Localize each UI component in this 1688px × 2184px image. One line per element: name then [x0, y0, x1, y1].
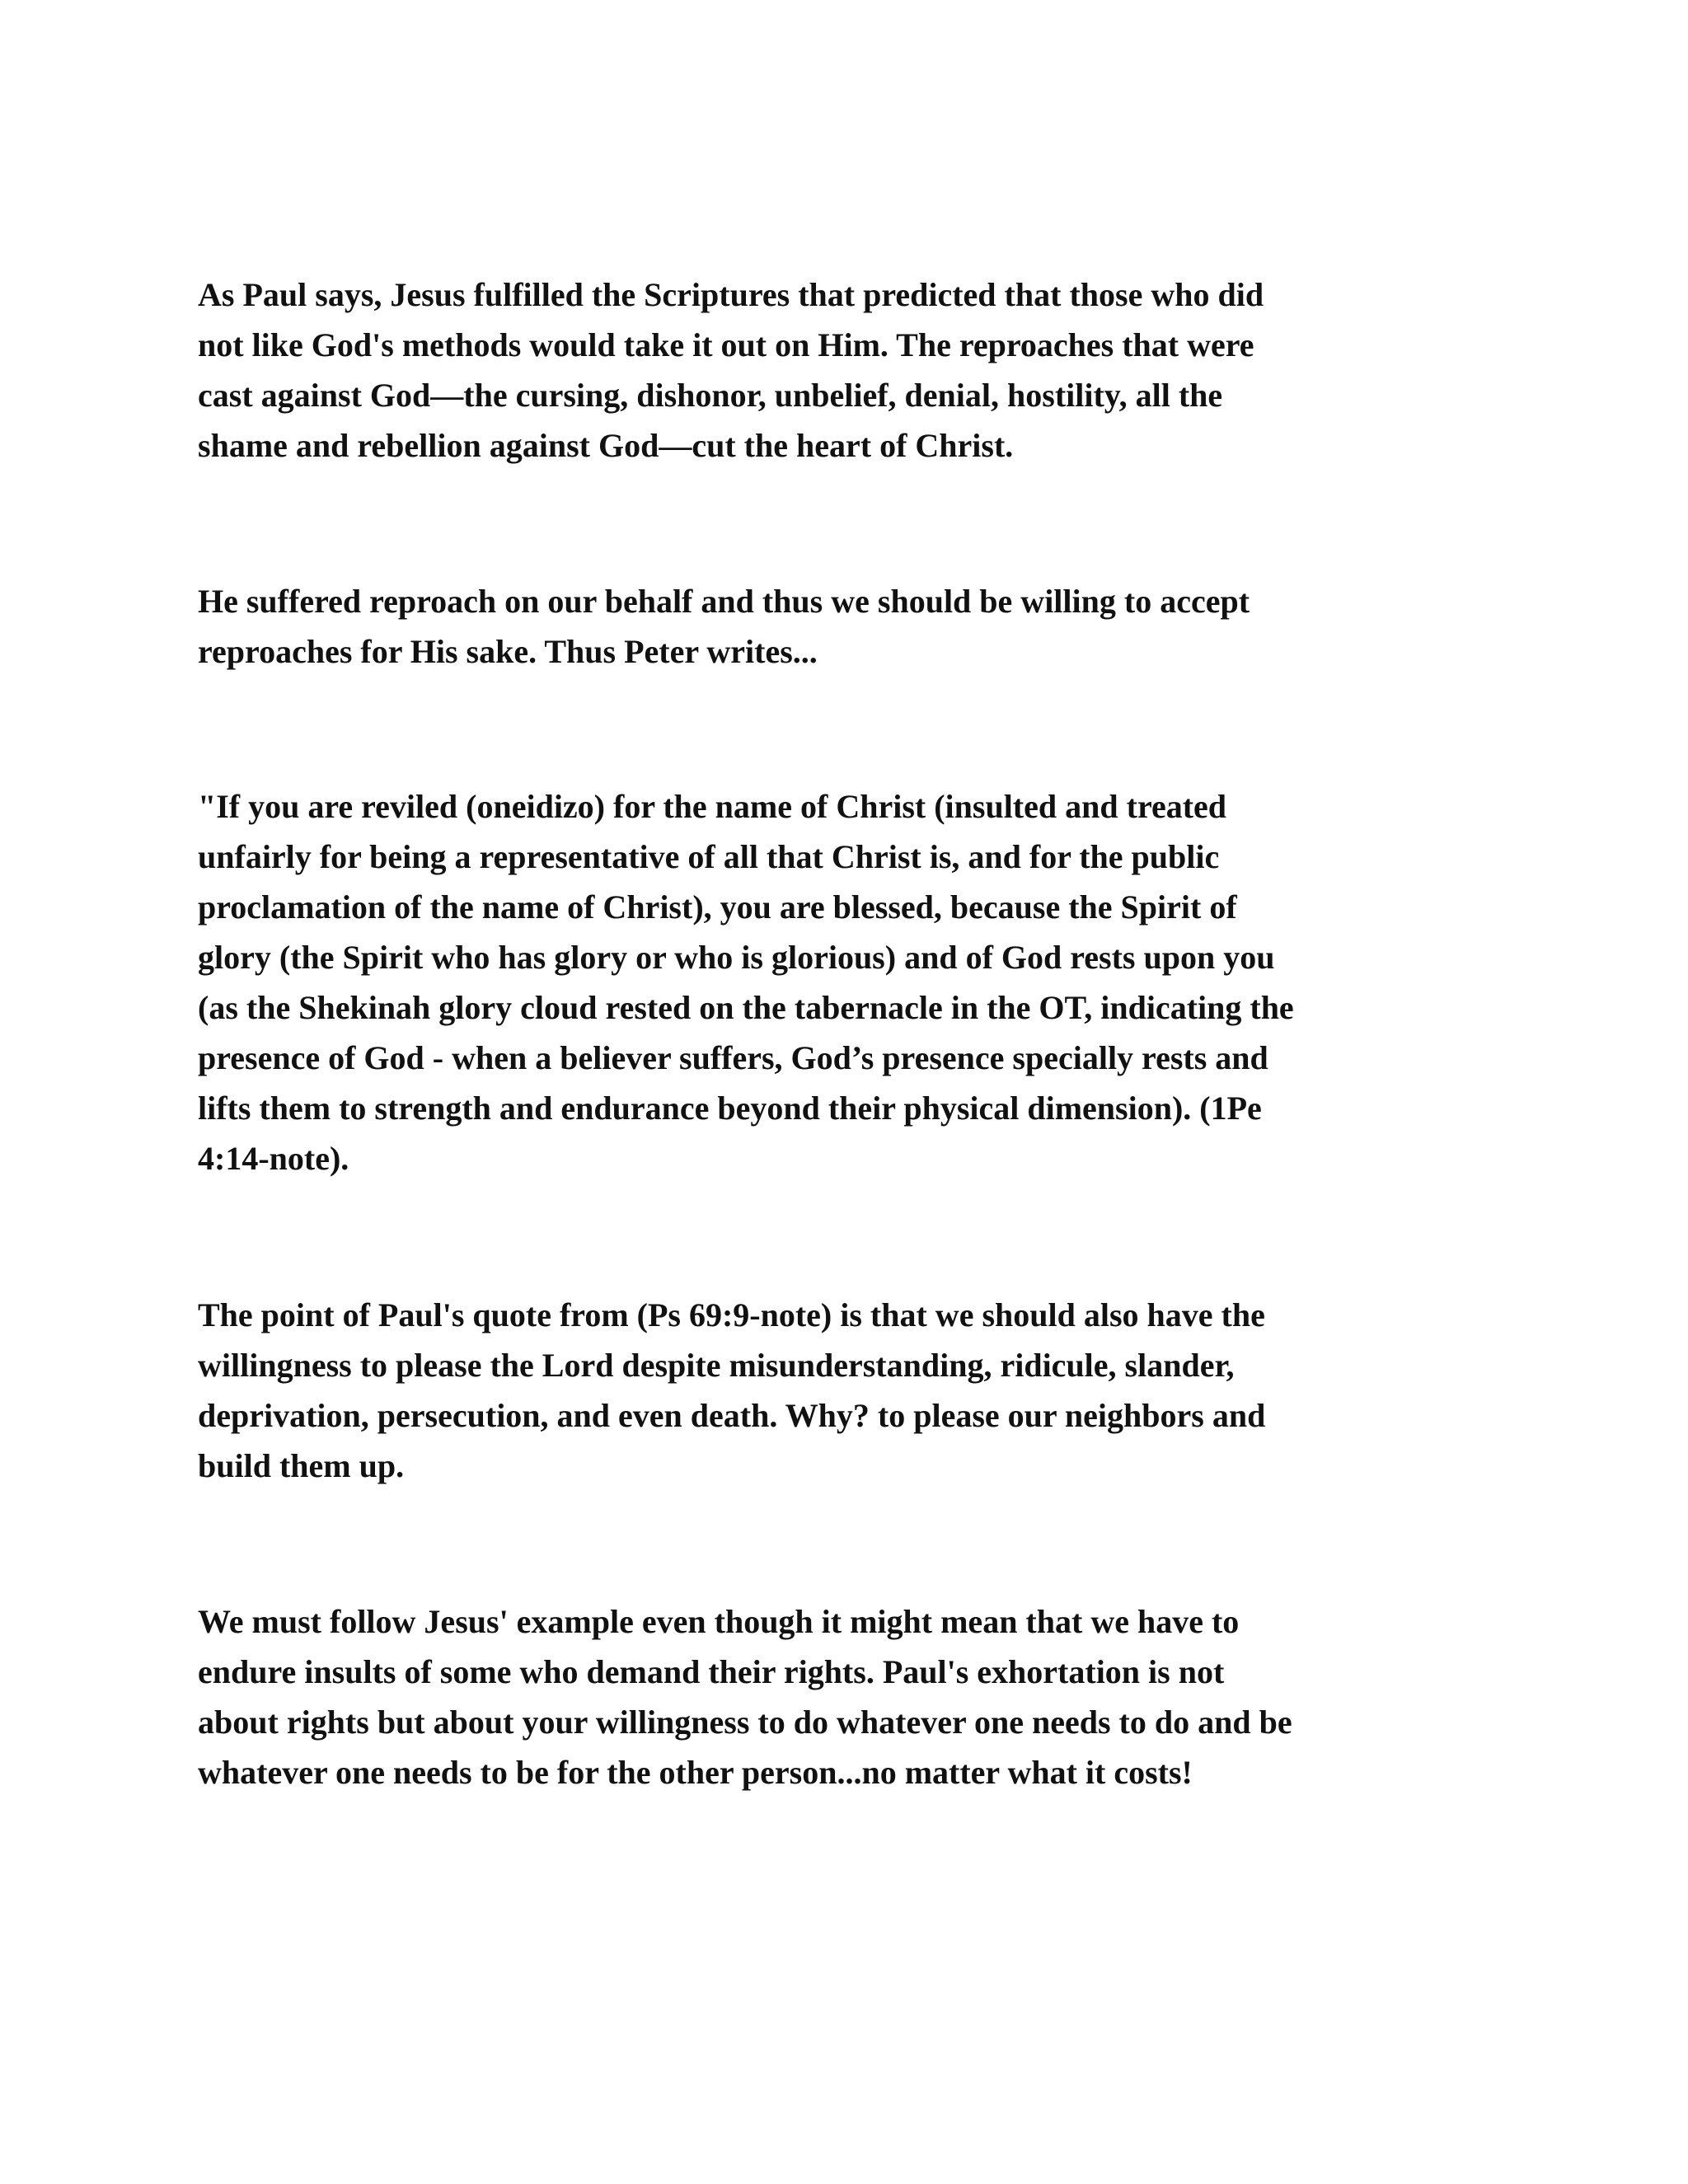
paragraph-line: build them up. [198, 1447, 405, 1484]
paragraph-line: He suffered reproach on our behalf and thus we should be willing to accept [198, 583, 1250, 620]
paragraph-3-quote [198, 781, 1484, 1183]
paragraph-5 [198, 1596, 1484, 1797]
paragraph-line: lifts them to strength and endurance beyond their physical dimension). (1Pe [198, 1090, 1262, 1127]
paragraph-line: We must follow Jesus' example even though it might mean that we have to [198, 1603, 1240, 1640]
paragraph-line: cast against God—the cursing, dishonor, unbelief, denial, hostility, all the [198, 377, 1223, 414]
paragraph-4 [198, 1290, 1484, 1491]
paragraph-line: deprivation, persecution, and even death. Why? to please our neighbors and [198, 1397, 1266, 1434]
paragraph-line: glory (the Spirit who has glory or who is glorious) and of God rests upon you [198, 939, 1275, 976]
paragraph-line: not like God's methods would take it out on Him. The reproaches that were [198, 326, 1254, 363]
paragraph-line: The point of Paul's quote from (Ps 69:9-note) is that we should also have the [198, 1296, 1265, 1333]
paragraph-line: about rights but about your willingness to do whatever one needs to do and be [198, 1704, 1292, 1741]
paragraph-line: As Paul says, Jesus fulfilled the Scriptures that predicted that those who did [198, 276, 1264, 313]
paragraph-line: presence of God - when a believer suffers, God’s presence specially rests and [198, 1039, 1268, 1076]
paragraph-line: reproaches for His sake. Thus Peter writes... [198, 633, 818, 670]
paragraph-line: endure insults of some who demand their rights. Paul's exhortation is not [198, 1653, 1225, 1690]
paragraph-line: "If you are reviled (oneidizo) for the name of Christ (insulted and treated [198, 788, 1227, 825]
paragraph-1 [198, 269, 1484, 471]
paragraph-line: unfairly for being a representative of all that Christ is, and for the public [198, 838, 1220, 875]
paragraph-line: (as the Shekinah glory cloud rested on the tabernacle in the OT, indicating the [198, 989, 1294, 1026]
paragraph-line: shame and rebellion against God—cut the heart of Christ. [198, 427, 1014, 464]
paragraph-line: whatever one needs to be for the other person...no matter what it costs! [198, 1754, 1193, 1791]
paragraph-line: proclamation of the name of Christ), you are blessed, because the Spirit of [198, 888, 1237, 926]
paragraph-2 [198, 576, 1484, 677]
paragraph-line: willingness to please the Lord despite misunderstanding, ridicule, slander, [198, 1347, 1235, 1384]
paragraph-line: 4:14-note). [198, 1140, 349, 1177]
